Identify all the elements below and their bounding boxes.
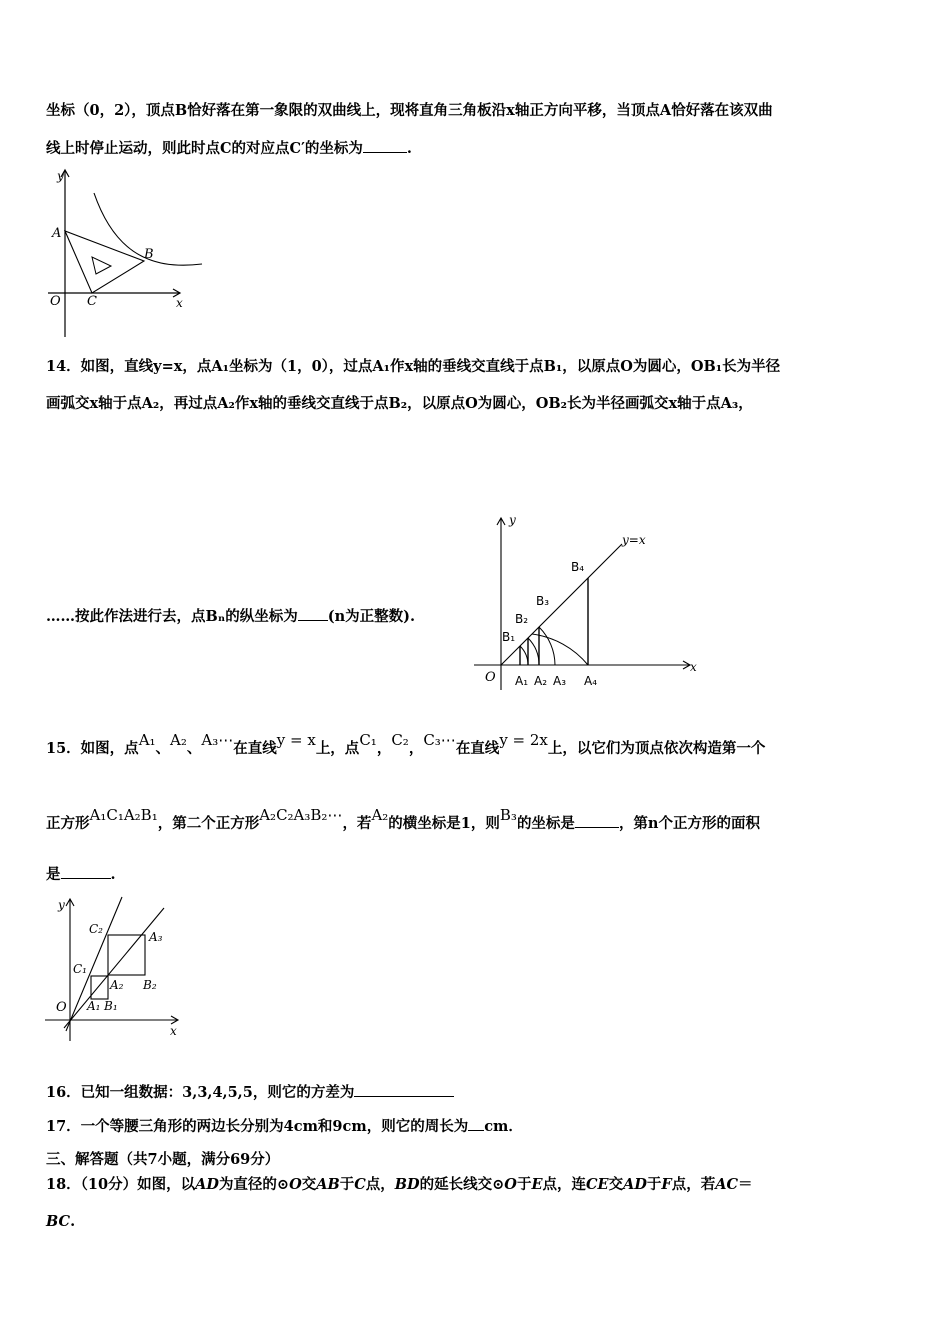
q15-math-a2: A₂ [170,731,187,749]
q18-var-ac: AC [715,1176,739,1193]
q17-unit: cm． [484,1118,523,1135]
q15-square-1 [91,976,108,999]
q15-label-b2: B₂ [143,978,157,992]
q15-label-a1: A₁ [87,999,101,1013]
q14-label-a1: A₁ [515,674,529,688]
q18-text-5: 点， [365,1176,395,1193]
q14-label-x: x [690,660,697,674]
q18-var-o-2: O [504,1176,517,1193]
q15-math-square-1: A₁C₁A₂B₁ [89,806,158,824]
q14-label-a4: A₄ [584,674,598,688]
q14-line-3-end: (n为正整数). [327,608,416,625]
q15-figure [40,893,185,1045]
q14-label-line: y=x [622,533,646,547]
q15-answer-blank-2 [61,864,111,879]
q14-line-3 [46,606,415,627]
q15-sep-3: ， [376,740,392,757]
q18-text-13: . [70,1213,76,1230]
q13-answer-blank [363,138,407,153]
q16-answer-blank [354,1082,454,1097]
q14-label-a3: A₃ [553,674,567,688]
q15-line-1 [46,731,766,759]
q15-label-a3: A₃ [149,930,163,944]
q15-label-x: x [170,1024,177,1038]
q17-text: 17．一个等腰三角形的两边长分别为4cm和9cm，则它的周长为 [46,1118,469,1135]
q15-math-c3: C₃⋯ [423,731,456,749]
q15-math-a3: A₃⋯ [201,731,234,749]
q18-text-6: 的延长线交⊙ [419,1176,505,1193]
section-title: 三、解答题（共7小题，满分69分） [46,1151,280,1168]
q14-label-y: y [509,513,516,527]
q15-math-c1: C₁ [359,731,377,749]
q15-text-4: 在直线 [455,740,500,757]
q15-math-c2: C₂ [391,731,409,749]
q14-label-b2: B₂ [515,612,529,626]
q14-line-2: 画弧交x轴于点A₂，再过点A₂作x轴的垂线交直线于点B₂，以原点O为圆心，OB₂长为半径画弧交x轴于点A₃， [46,395,753,412]
q15-text-3: 上，点 [315,740,360,757]
q18-var-ad: AD [195,1176,219,1193]
q14-label-o: O [485,670,496,685]
q15-sep-2: 、 [186,740,202,757]
q15-line-3 [46,864,116,885]
q14-arc-1 [520,646,528,665]
q13-triangle-abc [65,231,144,293]
q15-text-8: ，若 [342,815,372,832]
q15-text-11: ，第n个正方形的面积 [618,815,760,832]
q18-var-bc: BC [46,1213,71,1230]
q18-line-1 [46,1175,753,1195]
q18-text-4: 于 [339,1176,355,1193]
q15-text-7: ，第二个正方形 [157,815,260,832]
q15-text-13: . [110,866,116,883]
q14-answer-blank [298,606,328,621]
q18-text-11: 点，若 [671,1176,716,1193]
q13-label-c: C [87,294,97,309]
q15-line-2 [46,806,760,834]
q15-math-square-2: A₂C₂A₃B₂⋯ [259,806,343,824]
q18-var-e: E [531,1176,543,1193]
q18-text-12: ＝ [738,1176,753,1193]
q14-arc-2 [528,638,539,665]
q15-text-1: 15．如图，点 [46,740,139,757]
q13-line-2-end: . [406,140,412,157]
q16-line [46,1082,454,1103]
q15-text-5: 上，以它们为顶点依次构造第一个 [547,740,766,757]
q13-label-x: x [176,296,183,310]
q15-label-o: O [56,1000,67,1015]
q14-figure [470,510,705,695]
q18-line-2 [46,1212,75,1232]
q13-line-1: 坐标（0，2），顶点B恰好落在第一象限的双曲线上，现将直角三角板沿x轴正方向平移，当顶点A恰好落在该双曲 [46,102,773,119]
q13-line-2 [46,138,412,159]
q18-text-10: 于 [646,1176,662,1193]
q15-math-eq2: y = 2x [499,731,548,749]
q13-label-o: O [50,294,61,309]
q15-label-a2: A₂ [110,978,124,992]
q15-sep-1: 、 [155,740,171,757]
q15-text-6: 正方形 [46,815,90,832]
q17-answer-blank [468,1116,484,1131]
q14-line-y-eq-x [501,544,622,665]
q15-math-b3: B₃ [499,806,517,824]
q13-line-2-text: 线上时停止运动，则此时点C的对应点C′的坐标为 [46,140,363,157]
q18-var-ab: AB [316,1176,340,1193]
q14-label-b1: B₁ [502,630,516,644]
q18-text-1: 18．（10分）如图，以 [46,1176,196,1193]
q15-label-c1: C₁ [73,962,87,976]
q16-text: 16．已知一组数据：3,3,4,5,5，则它的方差为 [46,1084,355,1101]
q18-text-8: 点，连 [542,1176,586,1193]
q14-arc-3 [539,627,555,665]
q15-text-2: 在直线 [233,740,277,757]
q18-text-3: 交 [301,1176,317,1193]
q14-line-3-text: ……按此作法进行去，点Bₙ的纵坐标为 [46,608,298,625]
q18-text-7: 于 [516,1176,532,1193]
q14-arc-4 [532,634,588,665]
q18-text-9: 交 [608,1176,624,1193]
q13-label-b: B [144,247,154,262]
q14-label-b4: B₄ [571,560,585,574]
q14-line-1: 14．如图，直线y=x，点A₁坐标为（1，0），过点A₁作x轴的垂线交直线于点B₁，以原点O为圆心，OB₁长为半径 [46,358,781,375]
q18-var-ad-2: AD [623,1176,647,1193]
q13-label-a: A [52,226,62,241]
q15-label-c2: C₂ [89,922,103,936]
q15-label-y: y [58,898,65,912]
q15-math-a2-again: A₂ [371,806,389,824]
q15-math-a1: A₁ [138,731,156,749]
q15-text-10: 的坐标是 [516,815,575,832]
q15-math-eq1: y = x [276,731,316,749]
q18-var-ce: CE [586,1176,609,1193]
q18-var-c: C [354,1176,366,1193]
q13-inner-triangle [92,257,111,274]
q15-label-b1: B₁ [104,999,118,1013]
q14-label-a2: A₂ [534,674,548,688]
q13-figure [40,165,210,340]
q14-label-b3: B₃ [536,594,550,608]
q15-sep-4: ， [408,740,424,757]
q18-var-f: F [661,1176,672,1193]
q13-label-y: y [57,169,64,183]
q18-text-2: 为直径的⊙ [218,1176,290,1193]
q15-text-12: 是 [46,866,61,883]
q18-var-bd: BD [394,1176,420,1193]
q17-line [46,1116,523,1137]
q15-answer-blank-1 [575,813,619,828]
q18-var-o: O [289,1176,302,1193]
q15-text-9: 的横坐标是1，则 [388,815,500,832]
